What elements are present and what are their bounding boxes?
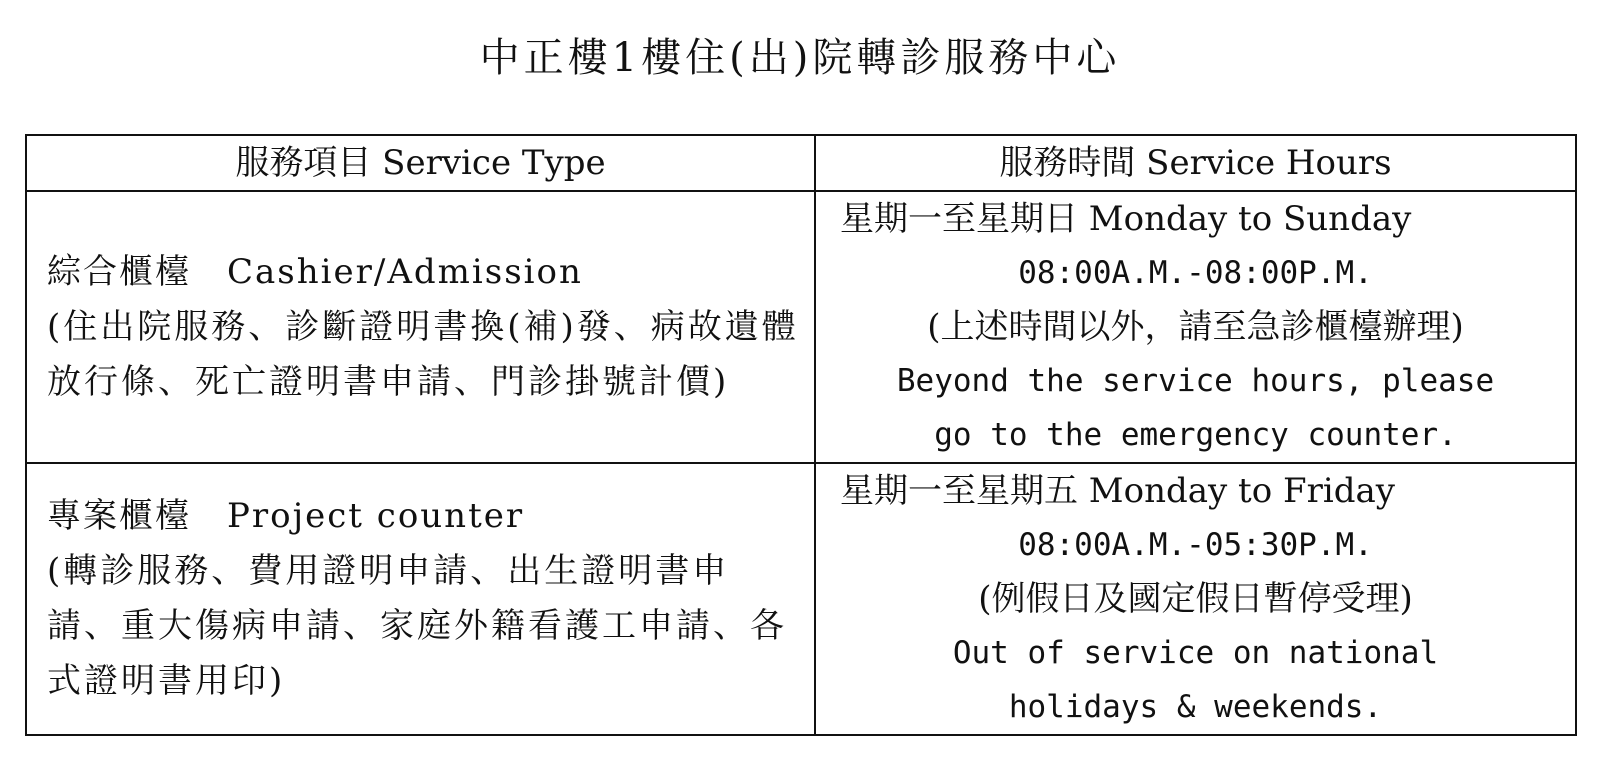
service-note-en-1: Beyond the service hours, please (896, 363, 1495, 399)
service-type-description: (轉診服務、費用證明申請、出生證明書申請、重大傷病申請、家庭外籍看護工申請、各式證明書用印) (47, 551, 787, 701)
service-note-en-2: go to the emergency counter. (934, 417, 1457, 453)
service-table (25, 134, 1577, 736)
header-service-type: 服務項目 Service Type (26, 135, 815, 191)
service-hours-cell (815, 463, 1576, 735)
service-type-name: 專案櫃檯 Project counter (47, 496, 525, 536)
service-note-zh: (上述時間以外，請至急診櫃檯辦理) (927, 307, 1464, 347)
service-note-en-2: holidays & weekends. (1008, 689, 1383, 725)
service-days: 星期一至星期日 Monday to Sunday (840, 199, 1412, 239)
header-service-hours: 服務時間 Service Hours (815, 135, 1576, 191)
header-row (26, 135, 1576, 191)
service-type-name: 綜合櫃檯 Cashier/Admission (47, 251, 583, 292)
service-days: 星期一至星期五 Monday to Friday (840, 471, 1395, 511)
service-time: 08:00A.M.-08:00P.M. (1018, 255, 1373, 291)
service-time: 08:00A.M.-05:30P.M. (1018, 527, 1373, 563)
service-note-zh: (例假日及國定假日暫停受理) (978, 579, 1413, 619)
page-title: 中正樓1樓住(出)院轉診服務中心 (479, 35, 1121, 81)
service-hours-cell (815, 191, 1576, 463)
service-type-cell (26, 463, 815, 735)
service-type-description: (住出院服務、診斷證明書換(補)發、病故遺體放行條、死亡證明書申請、門診掛號計價) (47, 306, 799, 402)
service-note-en-1: Out of service on national (952, 635, 1439, 671)
table-row (26, 463, 1576, 735)
table-row (26, 191, 1576, 463)
service-type-cell (26, 191, 815, 463)
